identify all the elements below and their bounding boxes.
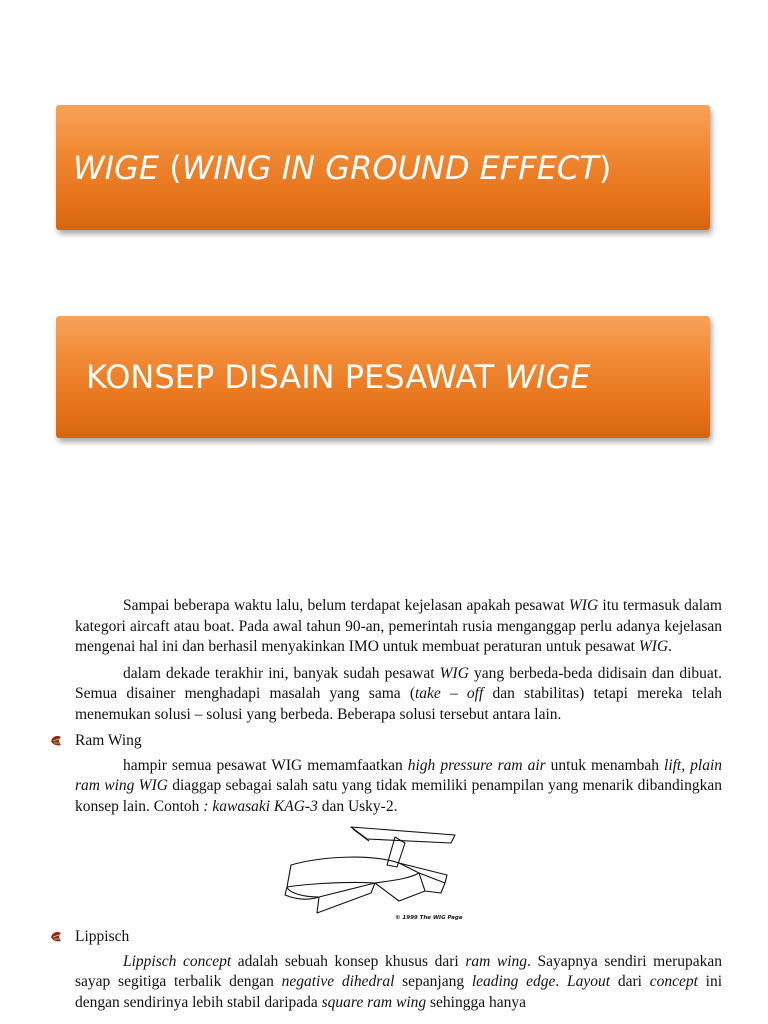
subtitle-banner bbox=[56, 316, 710, 438]
intro-paragraph-1: Sampai beberapa waktu lalu, belum terdapat kejelasan apakah pesawat WIG itu termasuk dalam kategori aircaft atau boat. Pada awal tahun 90-an, pemerintah rusia menganggap perlu adanya kejelasan mengenai hal ini dan berhasil menyakinkan IMO untuk membuat peraturan untuk pesawat WIG. bbox=[75, 597, 722, 655]
figure-credit: © 1999 The WIG Page bbox=[395, 915, 463, 921]
ram-wing-figure bbox=[75, 823, 722, 921]
title-text: WIGE (WING IN GROUND EFFECT) bbox=[73, 148, 612, 187]
intro-paragraph-2: dalam dekade terakhir ini, banyak sudah pesawat WIG yang berbeda-beda didisain dan dibuat. Semua disainer menghadapi masalah yang sama (take – off dan stabilitas) tetapi mereka telah menemukan solusi – solusi yang berbeda. Beberapa solusi tersebut antara lain. bbox=[75, 664, 722, 723]
ornament-bullet-icon bbox=[49, 930, 63, 944]
ram-wing-heading: Ram Wing bbox=[75, 731, 722, 752]
document-body bbox=[75, 596, 722, 1013]
ram-wing-paragraph: hampir semua pesawat WIG memamfaatkan high pressure ram air untuk menambah lift, plain ram wing WIG diaggap sebagai salah satu yang tidak memiliki penampilan yang menarik dibandingkan konsep lain. Contoh : kawasaki KAG-3 dan Usky-2. bbox=[75, 756, 722, 815]
subtitle-text: KONSEP DISAIN PESAWAT WIGE bbox=[86, 358, 591, 396]
ornament-bullet-icon bbox=[49, 734, 63, 748]
title-banner bbox=[56, 105, 710, 230]
lippisch-paragraph: Lippisch concept adalah sebuah konsep khusus dari ram wing. Sayapnya sendiri merupakan sayap segitiga terbalik dengan negative dihedral sepanjang leading edge. Layout dari concept ini dengan sendirinya lebih stabil daripada square ram wing sehingga hanya bbox=[75, 952, 723, 1011]
lippisch-heading: Lippisch bbox=[75, 927, 722, 948]
ram-wing-aircraft-drawing bbox=[279, 823, 469, 915]
